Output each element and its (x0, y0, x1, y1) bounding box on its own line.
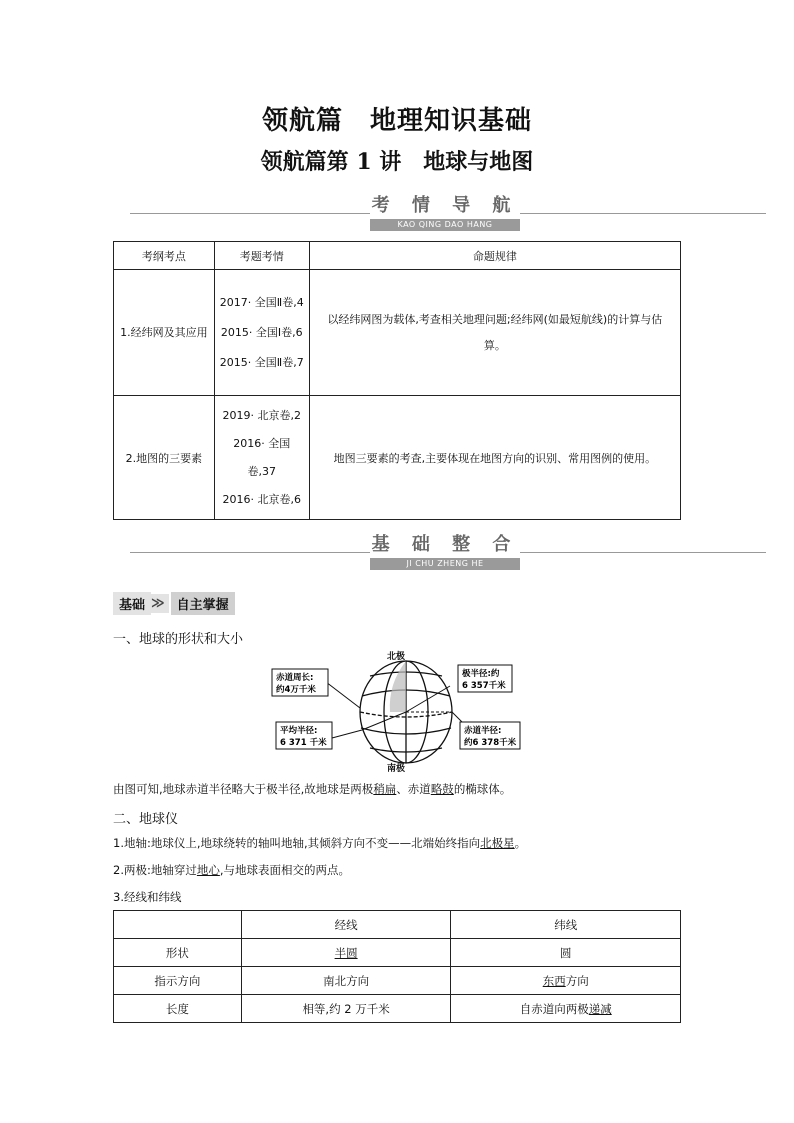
tag-basic-self-master (113, 592, 235, 614)
cell-rule: 地图三要素的考查,主要体现在地图方向的识别、常用图例的使用。 (309, 396, 680, 520)
section-banner-kaoqing (130, 193, 766, 233)
paragraph-meridians-parallels: 3.经线和纬线 (113, 890, 182, 904)
cell-parallel (451, 995, 681, 1023)
answer-blank: 半圆 (334, 945, 358, 960)
cell-meridian: 南北方向 (241, 967, 451, 995)
main-title: 领航篇 地理知识基础 (261, 106, 532, 136)
cell-cases (214, 396, 309, 520)
tag-left: 基础 (113, 592, 151, 615)
box-equator-radius (460, 722, 520, 749)
lecture-title: 领航篇第 1 讲 地球与地图 (260, 149, 534, 175)
case-item: 2019· 北京卷,2 (222, 408, 301, 422)
case-item: 卷,37 (247, 464, 276, 478)
row-label: 指示方向 (114, 967, 242, 995)
svg-text:赤道半径:: 赤道半径: (464, 726, 502, 736)
text: 由图可知,地球赤道半径略大于极半径,故地球是两极 (113, 782, 374, 796)
case-item: 2016· 北京卷,6 (222, 492, 301, 506)
cell-meridian (241, 939, 451, 967)
cell-rule: 以经纬网图为载体,考查相关地理问题;经纬网(如最短航线)的计算与估算。 (309, 270, 680, 396)
shaded-segment (390, 661, 406, 712)
svg-text:约4万千米: 约4万千米 (276, 685, 316, 695)
answer-blank: 稍扁 (373, 782, 397, 796)
header-meridian: 经线 (241, 911, 451, 939)
header-empty (114, 911, 242, 939)
text: 1.地轴:地球仪上,地球绕转的轴叫地轴,其倾斜方向不变——北端始终指向 (113, 836, 481, 850)
section-banner-jichu (130, 532, 766, 572)
row-label: 形状 (114, 939, 242, 967)
paragraph-earth-shape (113, 781, 511, 797)
earth-shape-diagram (270, 648, 522, 774)
text: 自赤道向两极 (519, 1001, 589, 1016)
banner-pinyin: KAO QING DAO HANG (370, 219, 520, 231)
section-heading-shape: 一、地球的形状和大小 (113, 632, 244, 647)
box-polar-radius (458, 665, 512, 692)
box-equator-length (272, 669, 328, 696)
double-arrow-icon: ≫ (151, 594, 169, 613)
north-pole-label: 北极 (386, 652, 406, 662)
header-cases: 考题考情 (214, 242, 309, 270)
answer-blank: 北极星 (480, 836, 515, 850)
answer-blank: 递减 (588, 1001, 612, 1016)
answer-blank: 略鼓 (430, 782, 454, 796)
svg-text:6 357千米: 6 357千米 (462, 681, 506, 691)
text: ,与地球表面相交的两点。 (219, 863, 351, 877)
banner-title: 基 础 整 合 (371, 534, 519, 555)
cell-cases (214, 270, 309, 396)
text: 方向 (565, 973, 589, 988)
banner-title: 考 情 导 航 (371, 195, 519, 216)
svg-text:6 371 千米: 6 371 千米 (280, 738, 327, 748)
svg-text:赤道周长:: 赤道周长: (276, 673, 314, 683)
case-item: 2016· 全国 (233, 436, 291, 450)
cell-parallel (451, 939, 681, 967)
text: 2.两极:地轴穿过 (113, 863, 197, 877)
answer-blank: 地心 (196, 863, 220, 877)
header-point: 考纲考点 (114, 242, 215, 270)
text: 。 (514, 836, 527, 850)
tag-right: 自主掌握 (171, 592, 235, 615)
cell-meridian: 相等,约 2 万千米 (241, 995, 451, 1023)
svg-text:平均半径:: 平均半径: (280, 726, 318, 736)
header-parallel: 纬线 (451, 911, 681, 939)
paragraph-axis (113, 835, 526, 851)
cell-point: 1.经纬网及其应用 (114, 270, 215, 396)
box-mean-radius (276, 722, 332, 749)
answer-blank: 东西 (542, 973, 566, 988)
text: 、赤道 (396, 782, 431, 796)
meridian-parallel-table (113, 910, 681, 1023)
svg-text:极半径:约: 极半径:约 (462, 669, 500, 679)
header-rule: 命题规律 (309, 242, 680, 270)
paragraph-poles (113, 862, 350, 878)
section-heading-globe: 二、地球仪 (113, 812, 179, 827)
row-label: 长度 (114, 995, 242, 1023)
exam-overview-table (113, 241, 681, 520)
cell-point: 2.地图的三要素 (114, 396, 215, 520)
text: 的椭球体。 (453, 782, 512, 796)
case-item: 2015· 全国Ⅰ卷,6 (220, 325, 303, 339)
text: 圆 (559, 945, 572, 960)
case-item: 2017· 全国Ⅱ卷,4 (219, 295, 304, 309)
south-pole-label: 南极 (386, 764, 406, 774)
cell-parallel (451, 967, 681, 995)
svg-text:约6 378千米: 约6 378千米 (464, 738, 517, 748)
case-item: 2015· 全国Ⅱ卷,7 (219, 355, 304, 369)
banner-pinyin: JI CHU ZHENG HE (370, 558, 520, 570)
